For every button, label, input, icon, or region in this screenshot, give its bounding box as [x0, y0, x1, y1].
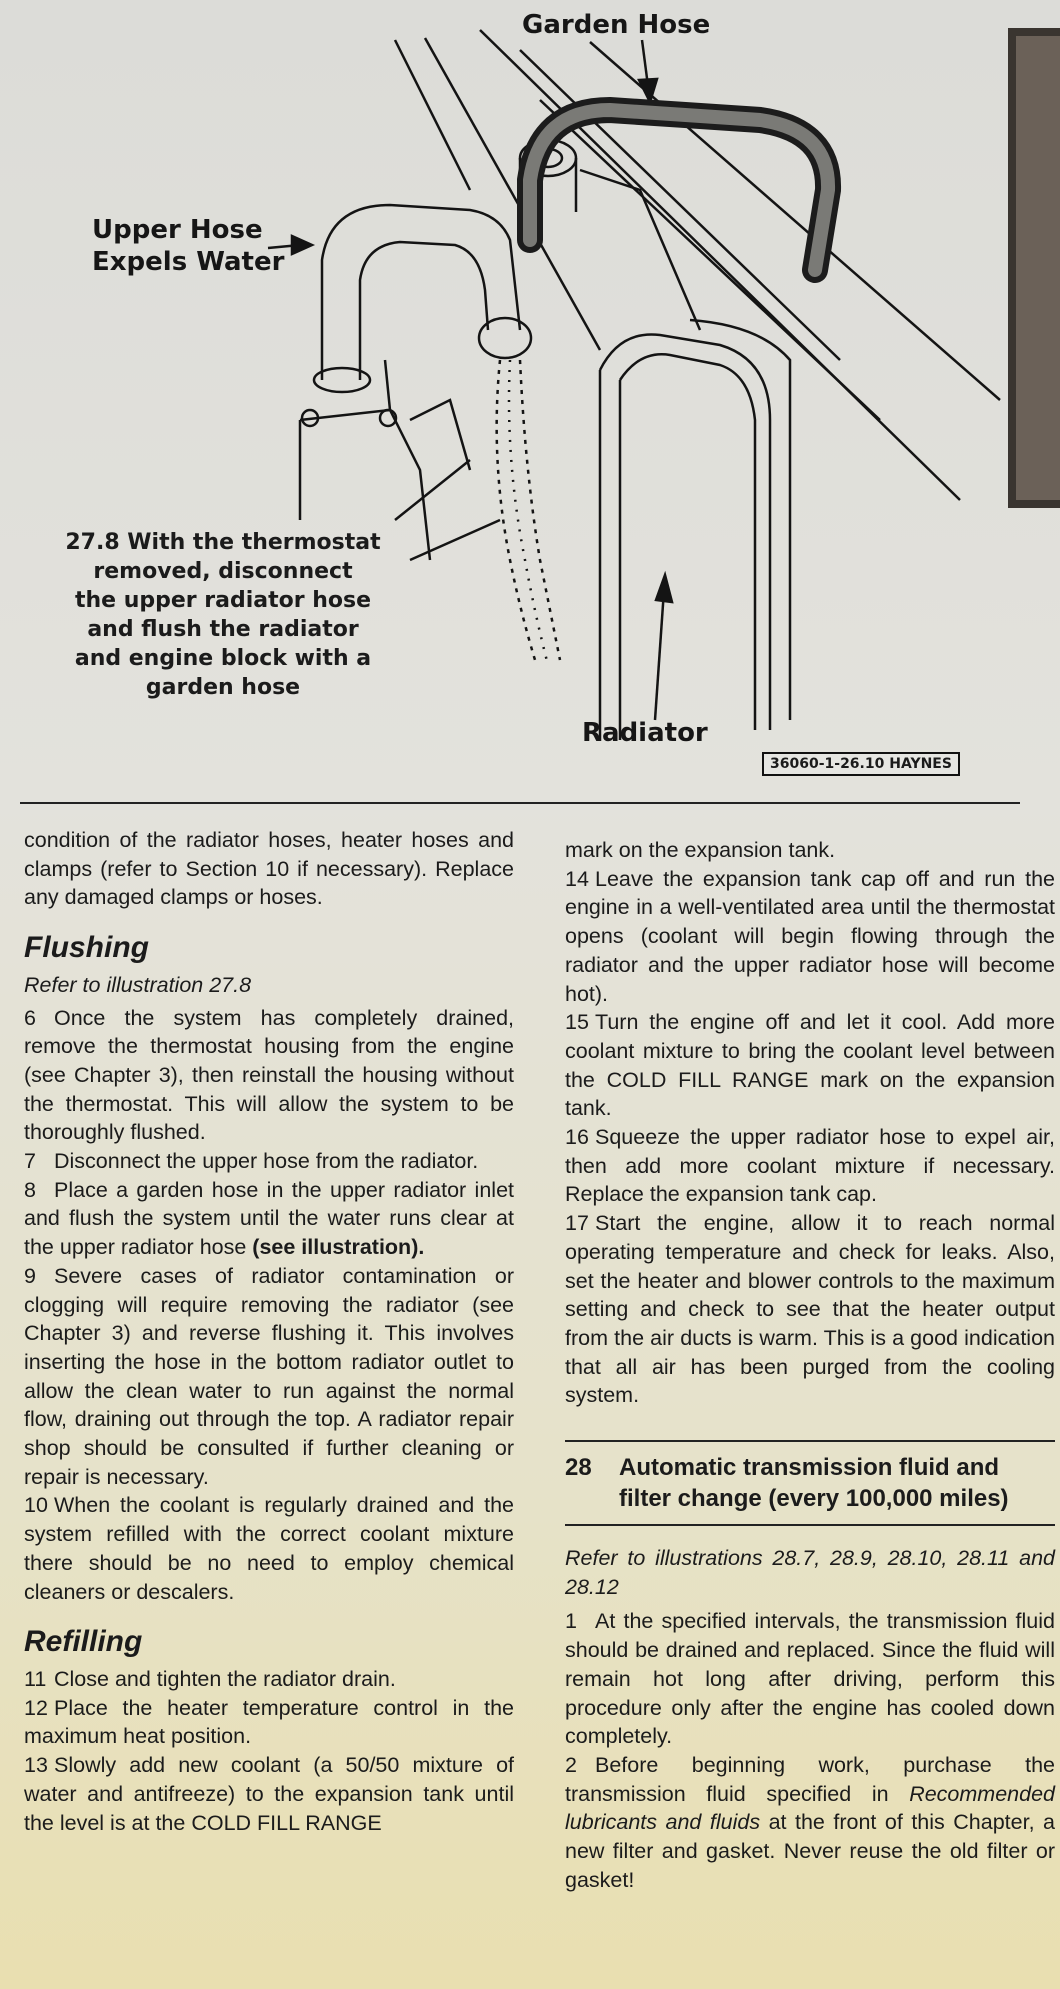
caption-line: garden hose	[145, 675, 301, 700]
radiator-flush-illustration	[0, 0, 1060, 800]
radiator-label: Radiator	[582, 718, 708, 748]
step-text: Close and tighten the radiator drain.	[54, 1666, 396, 1691]
left-column	[24, 826, 514, 1837]
step-text: Leave the expansion tank cap off and run the engine in a well-ventilated area until the thermostat opens (coolant will begin flowing through the radiator and the upper radiator hose will become hot).	[565, 866, 1055, 1006]
spacer	[565, 1410, 1055, 1440]
caption-line: and flush the radiator	[87, 617, 359, 642]
step-number: 10	[24, 1493, 48, 1518]
upper-hose-label-line1: Upper Hose	[92, 215, 263, 245]
section-28-heading	[565, 1452, 1055, 1514]
step-9	[24, 1262, 514, 1492]
caption-line: the upper radiator hose	[74, 588, 372, 613]
step-text: Turn the engine off and let it cool. Add more coolant mixture to bring the coolant level between the COLD FILL RANGE mark on the expansion tank.	[565, 1010, 1055, 1121]
caption-line: and engine block with a	[74, 646, 372, 671]
step-11	[24, 1665, 514, 1694]
step-16	[565, 1123, 1055, 1209]
step-6	[24, 1004, 514, 1148]
section-number: 28	[565, 1454, 592, 1482]
step-15	[565, 1008, 1055, 1123]
step-1	[565, 1607, 1055, 1751]
section-rule-bottom	[565, 1524, 1055, 1526]
step-7	[24, 1147, 514, 1176]
step-number: 11	[24, 1666, 47, 1691]
step-illustration-ref: (see illustration).	[252, 1235, 425, 1260]
step-8	[24, 1176, 514, 1262]
step-text: Before beginning work, purchase the transmission fluid specified in	[565, 1752, 1055, 1806]
step-text: Place the heater temperature control in the maximum heat position.	[24, 1695, 514, 1749]
figure-reference-code: 36060-1-26.10 HAYNES	[762, 752, 960, 776]
figure-divider	[20, 802, 1020, 804]
step-text: Place a garden hose in the upper radiator inlet and flush the system until the water runs clear at the upper radiator hose	[24, 1177, 514, 1260]
step-text: at the front of this Chapter, a new filter and gasket. Never reuse the old filter or gasket!	[565, 1810, 1055, 1892]
step-17	[565, 1209, 1055, 1410]
step-number: 12	[24, 1695, 48, 1720]
step-text-italic: Recommended lubricants and fluids	[565, 1781, 1055, 1835]
photo-edge-inner	[1016, 36, 1060, 500]
refilling-heading: Refilling	[24, 1625, 143, 1659]
step-text: When the coolant is regularly drained and the system refilled with the correct coolant mixture there should be no need to employ chemical cleaners or descalers.	[24, 1493, 514, 1604]
step-12	[24, 1694, 514, 1751]
step-number: 2	[565, 1752, 577, 1777]
step-number: 9	[24, 1263, 36, 1288]
step-number: 13	[24, 1753, 48, 1778]
step-number: 1	[565, 1609, 577, 1634]
upper-hose-label	[92, 214, 284, 278]
flushing-heading: Flushing	[24, 931, 149, 965]
step-number: 7	[24, 1149, 36, 1174]
step-text: Slowly add new coolant (a 50/50 mixture of water and antifreeze) to the expansion tank until the level is at the COLD FILL RANGE	[24, 1753, 514, 1835]
step-14	[565, 865, 1055, 1009]
intro-paragraph: condition of the radiator hoses, heater hoses and clamps (refer to Section 10 if necessary). Replace any damaged clamps or hoses.	[24, 828, 514, 910]
step-text: Disconnect the upper hose from the radiator.	[54, 1149, 479, 1174]
step-number: 16	[565, 1125, 589, 1150]
section-28-reference: Refer to illustrations 28.7, 28.9, 28.10, 28.11 and 28.12	[565, 1546, 1055, 1599]
step-number: 8	[24, 1177, 36, 1202]
step-10	[24, 1491, 514, 1606]
continued-text: mark on the expansion tank.	[565, 838, 836, 862]
step-text: Squeeze the upper radiator hose to expel air, then add more coolant mixture if necessary. Replace the expansion tank cap.	[565, 1125, 1055, 1207]
caption-line: removed, disconnect	[93, 559, 353, 584]
right-column	[565, 836, 1055, 1895]
garden-hose-label: Garden Hose	[522, 10, 711, 40]
step-number: 17	[565, 1211, 589, 1236]
figure-caption	[58, 528, 388, 702]
step-number: 15	[565, 1010, 589, 1035]
step-text: At the specified intervals, the transmission fluid should be drained and replaced. Since the fluid will remain hot long after driving, perform this procedure only after the engine has cooled down completely.	[565, 1609, 1055, 1749]
step-text: Once the system has completely drained, remove the thermostat housing from the engine (see Chapter 3), then reinstall the housing without the thermostat. This will allow the system to be thoroughly flushed.	[24, 1005, 514, 1145]
upper-hose-label-line2: Expels Water	[92, 247, 285, 277]
step-text: Start the engine, allow it to reach normal operating temperature and check for leaks. Also, set the heater and blower controls to the maximum setting and check to see that the heater output from the air ducts is warm. This is a good indication that all air has been purged from the cooling system.	[565, 1211, 1055, 1408]
flushing-reference: Refer to illustration 27.8	[24, 972, 252, 997]
step-13	[24, 1751, 514, 1837]
section-rule-top	[565, 1440, 1055, 1442]
step-number: 6	[24, 1005, 36, 1030]
step-number: 14	[565, 866, 589, 891]
step-2	[565, 1751, 1055, 1895]
caption-line: 27.8 With the thermostat	[65, 530, 381, 555]
step-text: Severe cases of radiator contamination or clogging will require removing the radiator (see Chapter 3) and reverse flushing it. This involves inserting the hose in the bottom radiator outlet to allow the clean water to run against the normal flow, draining out through the top. A radiator repair shop should be consulted if further cleaning or repair is necessary.	[24, 1263, 514, 1489]
section-title: Automatic transmission fluid and filter change (every 100,000 miles)	[619, 1454, 1009, 1513]
